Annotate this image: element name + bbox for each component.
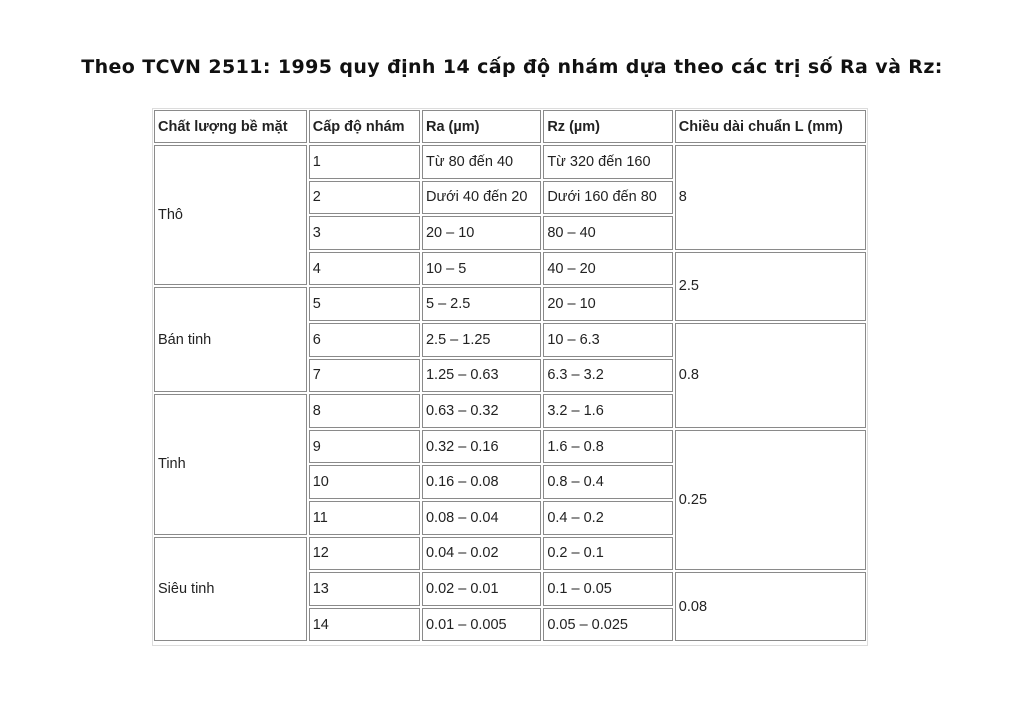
grade-cell: 10 xyxy=(309,465,420,499)
length-cell: 0.8 xyxy=(675,323,866,428)
ra-cell: 10 – 5 xyxy=(422,252,541,286)
ra-cell: 0.63 – 0.32 xyxy=(422,394,541,428)
rz-cell: 0.4 – 0.2 xyxy=(543,501,672,535)
ra-cell: 0.08 – 0.04 xyxy=(422,501,541,535)
grade-cell: 9 xyxy=(309,430,420,464)
rz-cell: 80 – 40 xyxy=(543,216,672,250)
grade-cell: 11 xyxy=(309,501,420,535)
rz-cell: 0.1 – 0.05 xyxy=(543,572,672,606)
table-row xyxy=(154,145,866,179)
length-cell: 8 xyxy=(675,145,866,250)
rz-cell: Dưới 160 đến 80 xyxy=(543,181,672,215)
ra-cell: Từ 80 đến 40 xyxy=(422,145,541,179)
quality-cell-tinh: Tinh xyxy=(154,394,307,534)
ra-cell: 0.04 – 0.02 xyxy=(422,537,541,571)
page-heading: Theo TCVN 2511: 1995 quy định 14 cấp độ nhám dựa theo các trị số Ra và Rz: xyxy=(81,56,943,78)
ra-cell: 1.25 – 0.63 xyxy=(422,359,541,393)
header-surface-quality: Chất lượng bề mặt xyxy=(154,110,307,143)
ra-cell: 5 – 2.5 xyxy=(422,287,541,321)
rz-cell: 10 – 6.3 xyxy=(543,323,672,357)
length-cell: 0.25 xyxy=(675,430,866,570)
rz-cell: 0.2 – 0.1 xyxy=(543,537,672,571)
grade-cell: 13 xyxy=(309,572,420,606)
ra-cell: 0.32 – 0.16 xyxy=(422,430,541,464)
quality-cell-ban-tinh: Bán tinh xyxy=(154,287,307,392)
ra-cell: 0.16 – 0.08 xyxy=(422,465,541,499)
rz-cell: 0.05 – 0.025 xyxy=(543,608,672,642)
header-rz: Rz (µm) xyxy=(543,110,672,143)
ra-cell: Dưới 40 đến 20 xyxy=(422,181,541,215)
ra-cell: 2.5 – 1.25 xyxy=(422,323,541,357)
rz-cell: 1.6 – 0.8 xyxy=(543,430,672,464)
quality-cell-sieu-tinh: Siêu tinh xyxy=(154,537,307,642)
header-standard-length: Chiều dài chuẩn L (mm) xyxy=(675,110,866,143)
rz-cell: 20 – 10 xyxy=(543,287,672,321)
grade-cell: 14 xyxy=(309,608,420,642)
grade-cell: 8 xyxy=(309,394,420,428)
grade-cell: 6 xyxy=(309,323,420,357)
rz-cell: 3.2 – 1.6 xyxy=(543,394,672,428)
header-ra: Ra (µm) xyxy=(422,110,541,143)
grade-cell: 12 xyxy=(309,537,420,571)
grade-cell: 2 xyxy=(309,181,420,215)
grade-cell: 1 xyxy=(309,145,420,179)
grade-cell: 7 xyxy=(309,359,420,393)
header-roughness-grade: Cấp độ nhám xyxy=(309,110,420,143)
header-row xyxy=(154,110,866,143)
ra-cell: 0.02 – 0.01 xyxy=(422,572,541,606)
grade-cell: 3 xyxy=(309,216,420,250)
ra-cell: 0.01 – 0.005 xyxy=(422,608,541,642)
rz-cell: 0.8 – 0.4 xyxy=(543,465,672,499)
rz-cell: 6.3 – 3.2 xyxy=(543,359,672,393)
roughness-table xyxy=(152,108,868,643)
grade-cell: 4 xyxy=(309,252,420,286)
roughness-table-container xyxy=(152,108,868,646)
length-cell: 0.08 xyxy=(675,572,866,641)
ra-cell: 20 – 10 xyxy=(422,216,541,250)
rz-cell: Từ 320 đến 160 xyxy=(543,145,672,179)
grade-cell: 5 xyxy=(309,287,420,321)
length-cell: 2.5 xyxy=(675,252,866,321)
rz-cell: 40 – 20 xyxy=(543,252,672,286)
quality-cell-tho: Thô xyxy=(154,145,307,285)
